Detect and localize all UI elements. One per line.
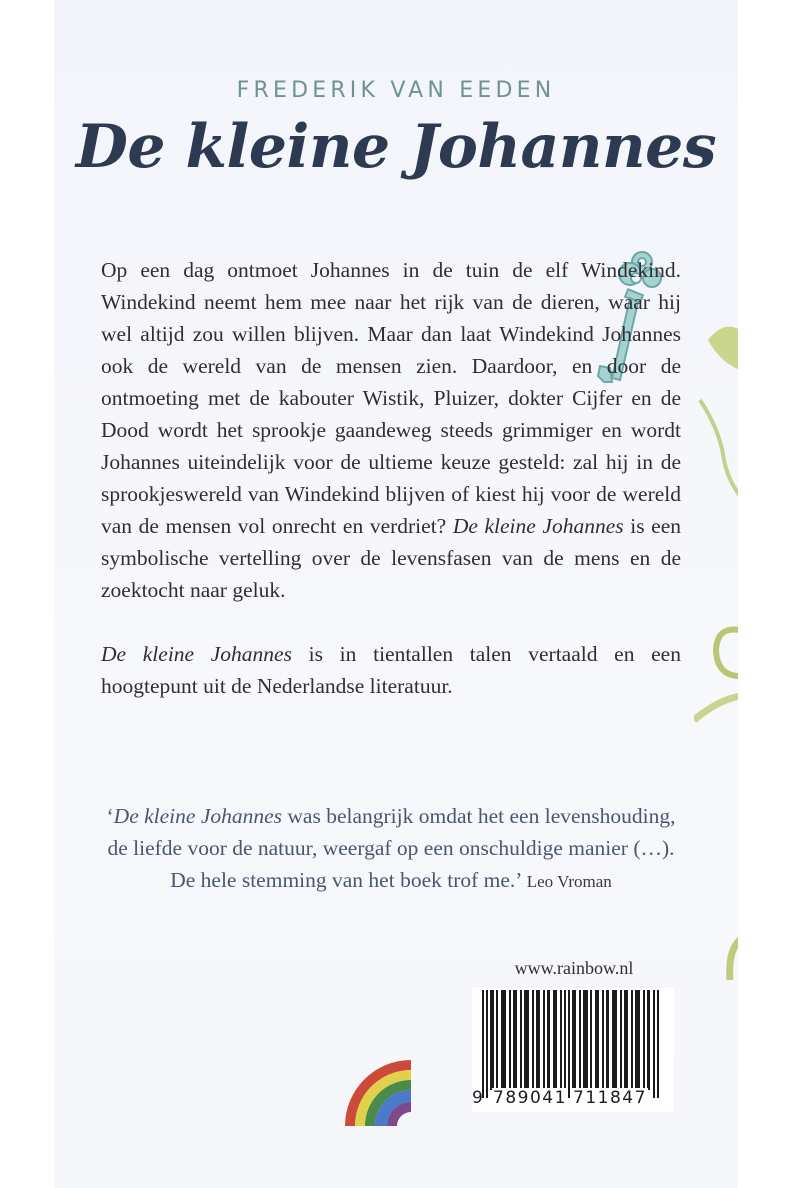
isbn-group-2: 711847	[573, 1088, 647, 1108]
book-back-cover	[54, 0, 738, 1188]
isbn-first-digit: 9	[472, 1088, 485, 1108]
quote-attribution: Leo Vroman	[522, 872, 612, 891]
title-reference: De kleine Johannes	[452, 514, 624, 538]
isbn-group-1: 789041	[493, 1088, 567, 1108]
title-reference: De kleine Johannes	[113, 804, 283, 828]
synopsis	[101, 254, 681, 702]
review-quote: ‘De kleine Johannes was belangrijk omdat het een levenshouding, de liefde voor de natuur, weergaf op een onschuldige manier (…). De hele stemming van het boek trof me.’ Leo Vroman	[106, 804, 676, 892]
vine-leaf-decoration	[694, 300, 738, 980]
synopsis-paragraph-2: De kleine Johannes is in tientallen talen vertaald en een hoogtepunt uit de Nederlandse literatuur.	[101, 642, 681, 698]
book-title: De kleine Johannes	[75, 112, 717, 182]
synopsis-paragraph-1: Op een dag ontmoet Johannes in de tuin de elf Windekind. Windekind neemt hem mee naar het rijk van de dieren, waar hij wel altijd zou willen blijven. Maar dan laat Windekind Johannes ook de wereld van de mensen zien. Daardoor, en door de ontmoeting met de kabouter Wistik, Pluizer, dokter Cijfer en de Dood wordt het sprookje gaandeweg steeds grimmiger en wordt Johannes uiteindelijk voor de ultieme keuze gesteld: zal hij in de sprookjeswereld van Windekind blijven of kiest hij voor de wereld van de mensen vol onrecht en verdriet? De kleine Johannes is een symbolische vertelling over de levensfasen van de mens en de zoektocht naar geluk.	[101, 258, 681, 602]
publisher-url: www.rainbow.nl	[514, 958, 634, 978]
rainbow-logo-icon	[345, 1060, 411, 1126]
author-name: FREDERIK VAN EEDEN	[236, 78, 556, 103]
title-reference: De kleine Johannes	[101, 642, 292, 666]
isbn-barcode	[472, 988, 674, 1112]
